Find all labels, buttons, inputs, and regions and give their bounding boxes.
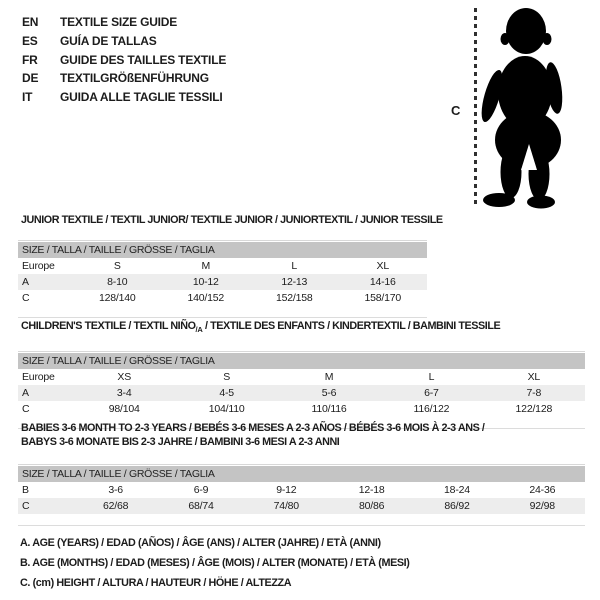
row-label: C — [22, 500, 30, 512]
size-value-cell: 128/140 — [98, 291, 136, 304]
table-bottom-rule — [18, 317, 427, 318]
legend-line: C. (cm) HEIGHT / ALTURA / HAUTEUR / HÖHE / ALTEZZA — [20, 576, 292, 589]
size-value-cell: 9-12 — [276, 484, 297, 496]
size-value-cell: 62/68 — [103, 500, 129, 512]
size-value-cell: 86/92 — [444, 500, 470, 512]
guide-title-text: TEXTILGRÖßENFÜHRUNG — [60, 71, 209, 86]
size-value-cell: 98/104 — [108, 402, 140, 415]
table-row — [18, 369, 585, 385]
size-value-cell: L — [291, 259, 298, 272]
language-title-row — [22, 13, 226, 32]
size-value-cell: 8-10 — [107, 275, 128, 288]
size-value-cell: 6-7 — [424, 386, 439, 399]
size-value-cell: 5-6 — [321, 386, 337, 399]
language-code: IT — [22, 90, 33, 105]
row-label: B — [22, 484, 29, 496]
size-value-cell: XL — [527, 370, 541, 383]
table-title-segment: BABIES 3-6 MONTH TO 2-3 YEARS / BEBÉS 3-6 MESES A 2-3 AÑOS / BÉBÉS 3-6 MOIS À 2-3 ANS / — [21, 422, 485, 434]
table-row — [18, 290, 427, 306]
measurement-legend — [20, 534, 409, 593]
table-row — [18, 258, 427, 274]
size-value-cell: S — [113, 259, 121, 272]
size-header-bar: SIZE / TALLA / TAILLE / GRÖSSE / TAGLIA — [18, 242, 427, 258]
size-value-cell: 92/98 — [529, 500, 555, 512]
table-title — [18, 422, 585, 436]
size-value-cell: 24-36 — [529, 484, 556, 496]
size-table — [18, 351, 585, 429]
language-code: EN — [22, 15, 39, 29]
size-value-cell: XS — [117, 370, 131, 383]
language-code: ES — [22, 33, 38, 48]
childrens-textile-section — [18, 320, 585, 429]
size-header-bar: SIZE / TALLA / TAILLE / GRÖSSE / TAGLIA — [18, 466, 585, 482]
row-label: A — [22, 386, 29, 399]
size-value-cell: XL — [376, 259, 389, 272]
table-title-segment: CHILDREN'S TEXTILE / TEXTIL NIÑO — [21, 320, 196, 332]
size-value-cell: 18-24 — [444, 484, 470, 496]
size-value-cell: 12-18 — [358, 484, 385, 496]
babies-textile-section — [18, 422, 585, 526]
language-code: DE — [22, 71, 39, 86]
size-value-cell: 80/86 — [359, 500, 385, 512]
row-label: Europe — [22, 259, 55, 272]
size-value-cell: 122/128 — [515, 402, 553, 415]
size-value-cell: 4-5 — [219, 386, 234, 399]
size-value-cell: S — [223, 370, 231, 383]
size-value-cell: M — [324, 370, 334, 383]
size-value-cell: 152/158 — [275, 291, 313, 304]
language-title-row — [22, 69, 226, 88]
language-title-row — [22, 51, 226, 70]
size-value-cell: 140/152 — [187, 291, 225, 304]
size-value-cell: M — [201, 259, 211, 272]
table-title-segment: JUNIOR TEXTILE / TEXTIL JUNIOR/ TEXTILE JUNIOR / JUNIORTEXTIL / JUNIOR TESSILE — [21, 214, 443, 226]
table-top-rule — [18, 351, 585, 352]
language-code: FR — [22, 52, 38, 67]
height-measure-line — [474, 8, 477, 205]
size-value-cell: 74/80 — [273, 500, 299, 512]
row-label: C — [22, 402, 30, 415]
guide-title-text: GUIDA ALLE TAGLIE TESSILI — [60, 90, 223, 105]
size-value-cell: 14-16 — [369, 275, 396, 288]
guide-title-text: TEXTILE SIZE GUIDE — [60, 15, 178, 29]
toddler-silhouette-icon — [478, 0, 598, 210]
size-table — [18, 464, 585, 526]
height-marker-label: C — [451, 103, 461, 118]
table-row — [18, 482, 585, 498]
row-label: A — [22, 275, 29, 288]
size-table — [18, 240, 427, 318]
size-value-cell: 3-6 — [108, 484, 123, 496]
guide-title-text: GUÍA DE TALLAS — [60, 33, 157, 48]
table-row — [18, 385, 585, 401]
table-title — [18, 214, 443, 228]
junior-textile-section — [18, 214, 443, 318]
size-value-cell: 110/116 — [311, 402, 347, 415]
table-top-rule — [18, 240, 427, 241]
size-value-cell: 116/122 — [413, 402, 450, 415]
table-row — [18, 274, 427, 290]
row-label: C — [22, 291, 30, 304]
size-value-cell: 6-9 — [193, 484, 209, 496]
guide-title-text: GUIDE DES TAILLES TEXTILE — [60, 52, 227, 67]
table-top-rule — [18, 464, 585, 465]
table-row — [18, 498, 585, 514]
table-title — [18, 436, 585, 450]
size-value-cell: 12-13 — [281, 275, 308, 288]
table-title-subscript: /A — [195, 325, 203, 335]
table-title — [18, 320, 585, 337]
table-row — [18, 401, 585, 417]
size-value-cell: 68/74 — [188, 500, 214, 512]
language-title-row — [22, 88, 226, 107]
language-title-list — [22, 13, 226, 107]
size-value-cell: 10-12 — [192, 275, 219, 288]
size-header-bar: SIZE / TALLA / TAILLE / GRÖSSE / TAGLIA — [18, 353, 585, 369]
size-value-cell: 158/170 — [364, 291, 402, 304]
table-title-segment: BABYS 3-6 MONATE BIS 2-3 JAHRE / BAMBINI 3-6 MESI A 2-3 ANNI — [21, 435, 340, 448]
table-title-segment: / TEXTILE DES ENFANTS / KINDERTEXTIL / BAMBINI TESSILE — [202, 320, 501, 332]
size-value-cell: 3-4 — [116, 386, 132, 399]
size-value-cell: 7-8 — [526, 386, 542, 399]
table-bottom-rule — [18, 525, 585, 526]
language-title-row — [22, 32, 226, 51]
size-value-cell: 104/110 — [208, 402, 245, 415]
row-label: Europe — [22, 370, 55, 383]
size-value-cell: L — [428, 370, 435, 383]
legend-line: B. AGE (MONTHS) / EDAD (MESES) / ÂGE (MOIS) / ALTER (MONATE) / ETÀ (MESI) — [20, 556, 410, 569]
legend-line: A. AGE (YEARS) / EDAD (AÑOS) / ÂGE (ANS) / ALTER (JAHRE) / ETÀ (ANNI) — [20, 537, 381, 549]
